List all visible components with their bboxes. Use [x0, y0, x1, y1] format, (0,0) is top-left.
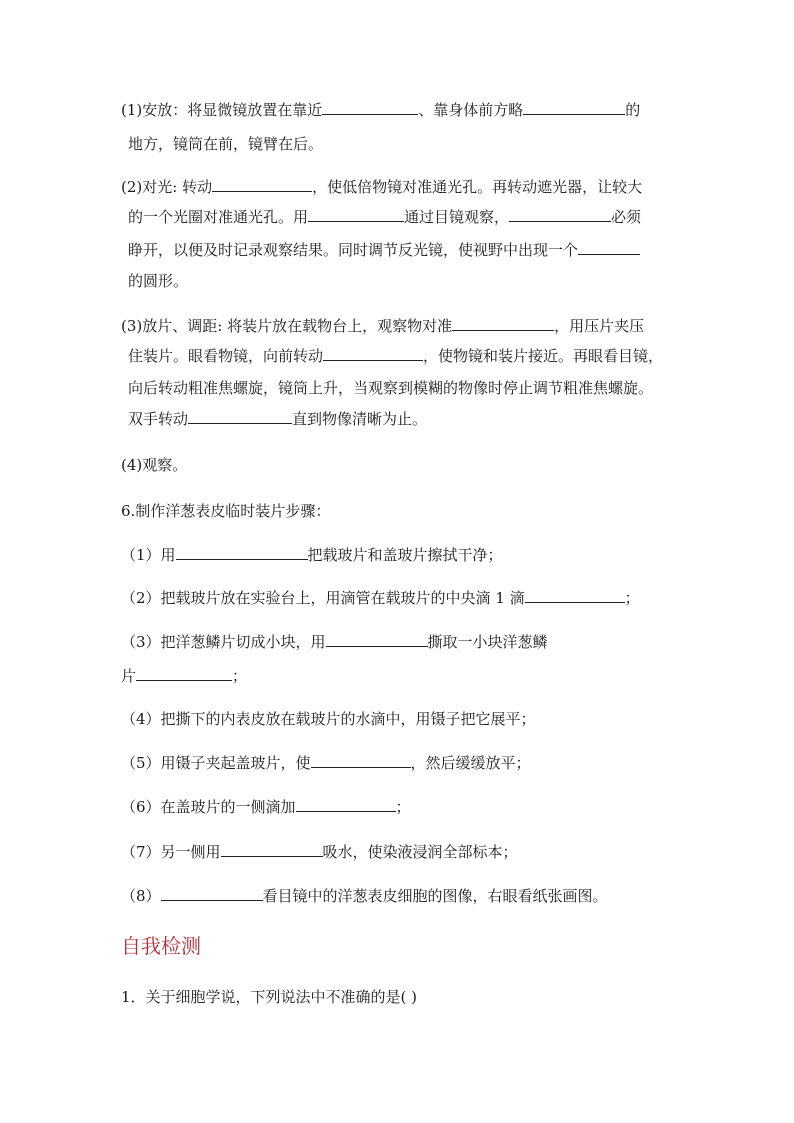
fill-blank[interactable] [188, 409, 292, 424]
text: （2）把载玻片放在实验台上，用滴管在载玻片的中央滴 1 滴 [121, 589, 525, 607]
section-6-title [121, 500, 330, 522]
text: ； [624, 589, 640, 607]
step-1-line-2 [128, 133, 323, 155]
section-6-step-7 [121, 841, 518, 863]
step-2-line-3 [128, 239, 640, 261]
text: 睁开，以便及时记录观察结果。同时调节反光镜，使视野中出现一个 [128, 241, 579, 259]
text: 6.制作洋葱表皮临时装片步骤： [121, 502, 331, 520]
text: ； [232, 667, 248, 685]
self-check-heading: 自我检测 [121, 934, 201, 958]
text: ，然后缓缓放平； [410, 754, 531, 772]
fill-blank[interactable] [322, 100, 418, 115]
step-3-line-2 [128, 345, 663, 367]
step-2-line-1 [121, 176, 642, 198]
text: 的圆形。 [128, 272, 189, 290]
section-6-step-8 [121, 885, 608, 907]
question-1 [121, 986, 417, 1008]
text: (4)观察。 [121, 456, 188, 474]
text: 住装片。眼看物镜，向前转动 [128, 347, 324, 365]
fill-blank[interactable] [452, 316, 554, 331]
fill-blank[interactable] [525, 588, 625, 603]
section-6-step-3-line-2 [121, 665, 247, 687]
step-4 [121, 454, 187, 476]
text: 看目镜中的洋葱表皮细胞的图像，右眼看纸张画图。 [262, 887, 608, 905]
text: 直到物像清晰为止。 [292, 410, 428, 428]
text: （4）把撕下的内表皮放在载玻片的水滴中，用镊子把它展平； [121, 710, 536, 728]
text: 地方，镜筒在前，镜臂在后。 [128, 135, 324, 153]
fill-blank[interactable] [509, 207, 611, 222]
step-1-line-1 [121, 99, 640, 121]
text: 双手转动 [128, 410, 189, 428]
fill-blank[interactable] [308, 207, 404, 222]
text: 撕取一小块洋葱鳞 [427, 633, 548, 651]
fill-blank[interactable] [176, 545, 308, 560]
text: 的一个光圈对准通光孔。用 [128, 208, 309, 226]
text: ，使低倍物镜对准通光孔。再转动遮光器，让较大 [312, 178, 643, 196]
text: (3)放片、调距: 将装片放在载物台上，观察物对准 [121, 317, 453, 335]
step-3-line-1 [121, 315, 644, 337]
step-2-line-2 [128, 206, 641, 228]
text: (1)安放：将显微镜放置在靠近 [121, 101, 323, 119]
text: （6）在盖玻片的一侧滴加 [121, 798, 296, 816]
text: 1．关于细胞学说，下列说法中不准确的是( ) [121, 988, 418, 1006]
text: （1）用 [121, 546, 176, 564]
step-3-line-4 [128, 408, 427, 430]
text: （8） [121, 887, 161, 905]
text: 、靠身体前方略 [418, 101, 524, 119]
fill-blank[interactable] [161, 886, 263, 901]
text: ，使物镜和装片接近。再眼看目镜， [423, 347, 664, 365]
fill-blank[interactable] [523, 100, 625, 115]
text: （3）把洋葱鳞片切成小块，用 [121, 633, 326, 651]
fill-blank[interactable] [578, 240, 640, 255]
fill-blank[interactable] [296, 797, 396, 812]
fill-blank[interactable] [136, 666, 232, 681]
text: 必须 [611, 208, 642, 226]
text: （7）另一侧用 [121, 843, 221, 861]
text: 把载玻片和盖玻片擦拭干净； [307, 546, 503, 564]
text: ，用压片夹压 [554, 317, 645, 335]
section-6-step-3-line-1 [121, 631, 548, 653]
text: 片 [121, 667, 137, 685]
text: 的 [625, 101, 641, 119]
text: ； [395, 798, 411, 816]
text: (2)对光: 转动 [121, 178, 213, 196]
fill-blank[interactable] [326, 632, 428, 647]
text: 吸水，使染液浸润全部标本； [322, 843, 518, 861]
text: 通过目镜观察， [404, 208, 510, 226]
step-3-line-3 [128, 377, 653, 399]
section-6-step-6 [121, 796, 411, 818]
fill-blank[interactable] [221, 842, 323, 857]
step-2-line-4 [128, 270, 188, 292]
fill-blank[interactable] [323, 346, 423, 361]
section-6-step-1 [121, 544, 503, 566]
section-6-step-4 [121, 708, 536, 730]
section-6-step-5 [121, 752, 531, 774]
fill-blank[interactable] [311, 753, 411, 768]
text: （5）用镊子夹起盖玻片，使 [121, 754, 311, 772]
section-6-step-2 [121, 587, 640, 609]
fill-blank[interactable] [212, 177, 312, 192]
text: 向后转动粗准焦螺旋，镜筒上升，当观察到模糊的物像时停止调节粗准焦螺旋。 [128, 379, 654, 397]
